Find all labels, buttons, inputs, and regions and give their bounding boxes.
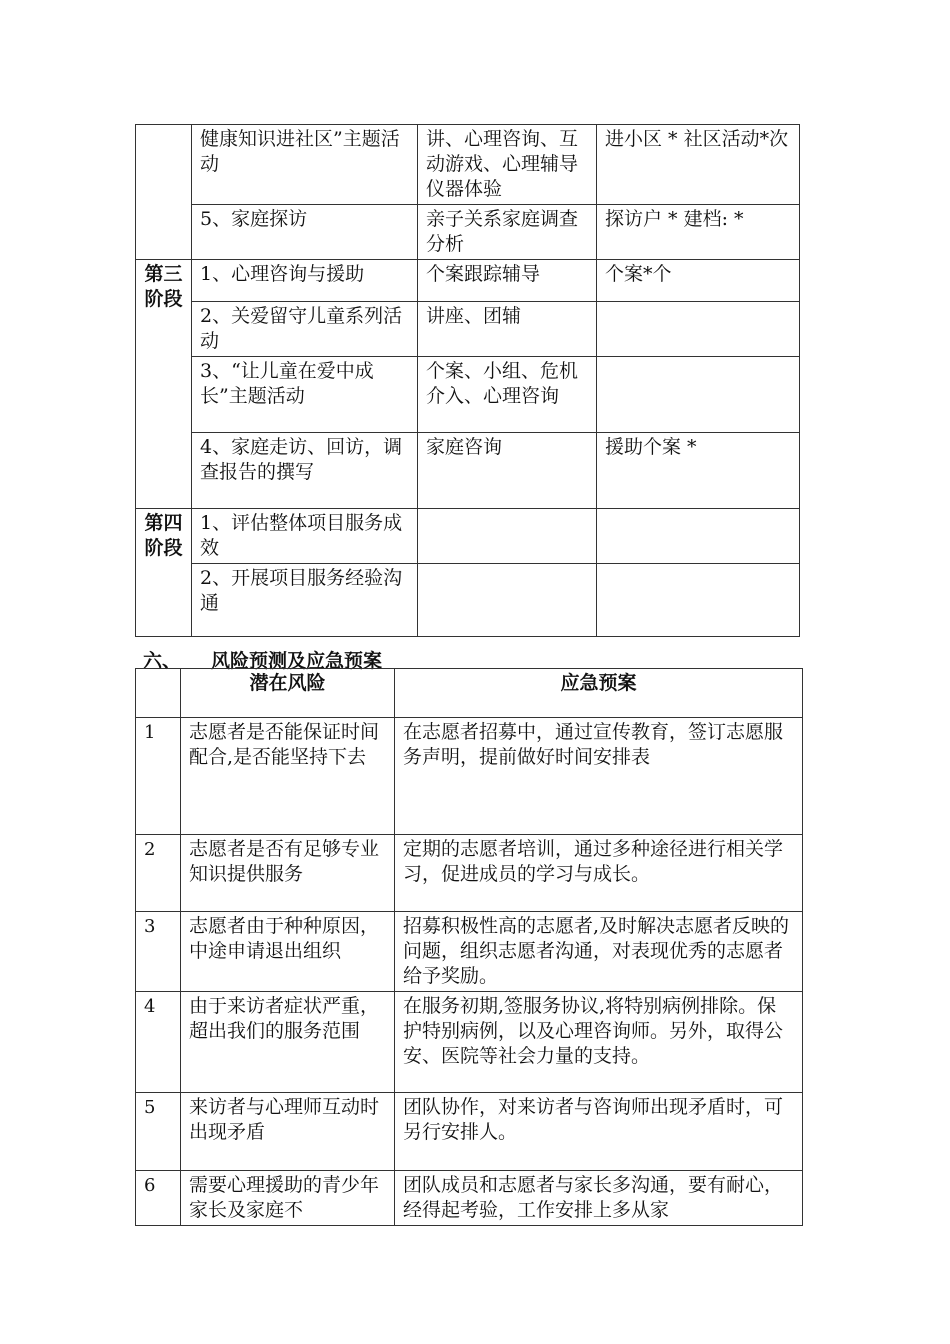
method-cell: 亲子关系家庭调查分析 <box>418 205 597 260</box>
risk-cell: 需要心理援助的青少年家长及家庭不 <box>181 1171 395 1226</box>
risk-cell: 来访者与心理师互动时出现矛盾 <box>181 1093 395 1171</box>
table-row <box>136 302 800 357</box>
target-cell <box>597 302 800 357</box>
target-cell <box>597 357 800 433</box>
risk-cell: 由于来访者症状严重，超出我们的服务范围 <box>181 992 395 1093</box>
section-title: 风险预测及应急预案 <box>211 650 383 672</box>
table-row <box>136 1093 803 1171</box>
stage-cell <box>136 125 192 260</box>
row-number: 4 <box>136 992 181 1093</box>
item-cell: 4、家庭走访、回访，调查报告的撰写 <box>192 433 418 509</box>
item-cell: 1、心理咨询与援助 <box>192 260 418 302</box>
method-cell <box>418 509 597 564</box>
column-header-risk: 潜在风险 <box>181 669 395 718</box>
target-cell: 探访户 * 建档: * <box>597 205 800 260</box>
target-cell: 援助个案 * <box>597 433 800 509</box>
item-cell: 1、评估整体项目服务成效 <box>192 509 418 564</box>
method-cell: 讲、心理咨询、互动游戏、心理辅导仪器体验 <box>418 125 597 205</box>
plan-cell: 定期的志愿者培训，通过多种途径进行相关学习，促进成员的学习与成长。 <box>395 835 803 912</box>
stage-label-3: 第三阶段 <box>136 260 192 509</box>
target-cell <box>597 564 800 637</box>
table-row <box>136 260 800 302</box>
table-row <box>136 433 800 509</box>
table-row <box>136 564 800 637</box>
table-row <box>136 357 800 433</box>
method-cell: 讲座、团辅 <box>418 302 597 357</box>
target-cell: 个案*个 <box>597 260 800 302</box>
plan-cell: 在服务初期,签服务协议,将特别病例排除。保护特别病例，以及心理咨询师。另外，取得公安、医院等社会力量的支持。 <box>395 992 803 1093</box>
row-number: 5 <box>136 1093 181 1171</box>
plan-cell: 团队协作，对来访者与咨询师出现矛盾时，可另行安排人。 <box>395 1093 803 1171</box>
table-row <box>136 1171 803 1226</box>
plan-cell: 在志愿者招募中，通过宣传教育，签订志愿服务声明，提前做好时间安排表 <box>395 718 803 835</box>
method-cell: 家庭咨询 <box>418 433 597 509</box>
risk-cell: 志愿者是否能保证时间配合,是否能坚持下去 <box>181 718 395 835</box>
row-number: 6 <box>136 1171 181 1226</box>
column-header-plan: 应急预案 <box>395 669 803 718</box>
table-header-row <box>136 669 803 718</box>
method-cell: 个案跟踪辅导 <box>418 260 597 302</box>
table-row <box>136 125 800 205</box>
row-number: 3 <box>136 912 181 992</box>
item-cell: 健康知识进社区”主题活动 <box>192 125 418 205</box>
method-cell <box>418 564 597 637</box>
stage-plan-table <box>135 124 800 637</box>
method-cell: 个案、小组、危机介入、心理咨询 <box>418 357 597 433</box>
table-row <box>136 509 800 564</box>
table-row <box>136 835 803 912</box>
target-cell <box>597 509 800 564</box>
stage-label-4: 第四阶段 <box>136 509 192 637</box>
target-cell: 进小区 * 社区活动*次 <box>597 125 800 205</box>
risk-table <box>135 668 803 1226</box>
item-cell: 2、关爱留守儿童系列活动 <box>192 302 418 357</box>
row-number: 2 <box>136 835 181 912</box>
risk-cell: 志愿者是否有足够专业知识提供服务 <box>181 835 395 912</box>
row-number: 1 <box>136 718 181 835</box>
table-row <box>136 718 803 835</box>
item-cell: 2、开展项目服务经验沟通 <box>192 564 418 637</box>
risk-cell: 志愿者由于种种原因，中途申请退出组织 <box>181 912 395 992</box>
table-row <box>136 205 800 260</box>
plan-cell: 团队成员和志愿者与家长多沟通，要有耐心，经得起考验，工作安排上多从家 <box>395 1171 803 1226</box>
plan-cell: 招募积极性高的志愿者,及时解决志愿者反映的问题，组织志愿者沟通，对表现优秀的志愿者给予奖励。 <box>395 912 803 992</box>
item-cell: 5、家庭探访 <box>192 205 418 260</box>
column-header-index <box>136 669 181 718</box>
table-row <box>136 912 803 992</box>
table-row <box>136 992 803 1093</box>
section-number: 六、 <box>143 650 182 672</box>
item-cell: 3、“让儿童在爱中成长”主题活动 <box>192 357 418 433</box>
